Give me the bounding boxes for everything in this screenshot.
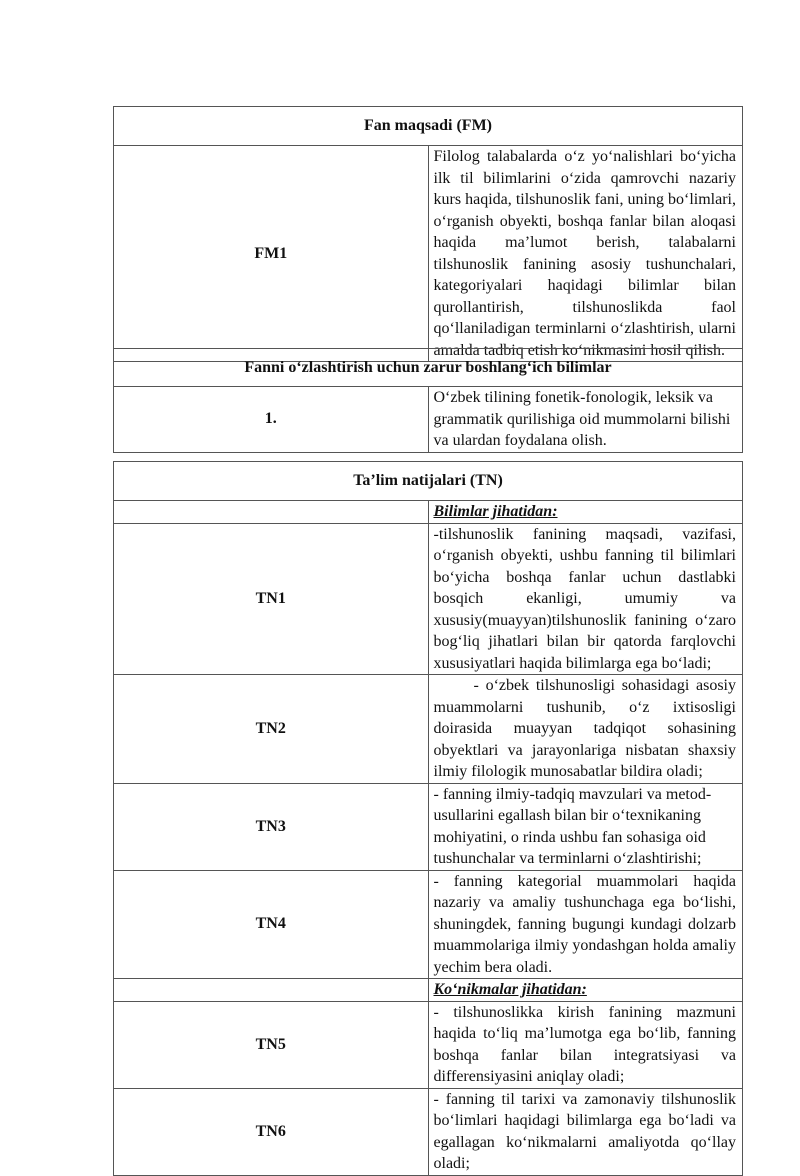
outcome-row-tn4 xyxy=(114,870,743,979)
course-goal-table xyxy=(113,106,743,362)
prerequisite-number: 1. xyxy=(114,387,429,453)
prerequisites-table xyxy=(113,348,743,453)
section-skills-heading: Ko‘nikmalar jihatidan: xyxy=(428,979,743,1002)
outcome-row-tn6 xyxy=(114,1088,743,1175)
outcome-text: - tilshunoslikka kirish fanining mazmuni haqida to‘liq ma’lumotga ega bo‘lib, fanning boshqa fanlar bilan integratsiyasi va differensiyasini aniqlay oladi; xyxy=(428,1001,743,1088)
course-goal-header: Fan maqsadi (FM) xyxy=(114,107,743,146)
outcome-label: TN3 xyxy=(114,783,429,870)
prerequisites-header: Fanni o‘zlashtirish uchun zarur boshlang‘ich bilimlar xyxy=(114,349,743,387)
outcome-label: TN5 xyxy=(114,1001,429,1088)
outcome-text: - fanning ilmiy-tadqiq mavzulari va metod-usullarini egallash bilan bir o‘texnikaning mohiyatini, o rinda ushbu fan sohasiga oid tushunchalar va terminlarni o‘zlashtirishi; xyxy=(428,783,743,870)
outcome-label: TN1 xyxy=(114,523,429,675)
fm1-text: Filolog talabalarda o‘z yo‘nalishlari bo‘yicha ilk til bilimlarini o‘zida qamrovchi nazariy kurs haqida, tilshunoslik fani, uning bo‘limlari, o‘rganish obyekti, boshqa fanlar bilan aloqasi haqida ma’lumot berish, talabalarni tilshunoslik fanining asosiy tushunchalari, kategoriyalari haqidagi bilimlar bilan qurollantirish, tilshunoslikda faol qo‘llaniladigan terminlarni o‘zlashtirish, ularni amalda tadbiq etish ko‘nikmasini hosil qilish. xyxy=(428,146,743,362)
outcome-row-tn2 xyxy=(114,675,743,784)
outcome-label: TN2 xyxy=(114,675,429,784)
outcome-text: - fanning kategorial muammolari haqida nazariy va amaliy tushunchaga ega bo‘lishi, shuningdek, fanning bugungi kundagi dolzarb muammolariga ilmiy yondashgan holda amaliy yechim bera oladi. xyxy=(428,870,743,979)
learning-outcomes-table xyxy=(113,461,743,1176)
prerequisite-text: O‘zbek tilining fonetik-fonologik, leksik va grammatik qurilishiga oid mummolarni bilishi va ulardan foydalana olish. xyxy=(428,387,743,453)
empty-label-cell xyxy=(114,501,429,524)
outcome-text: - fanning til tarixi va zamonaviy tilshunoslik bo‘limlari haqidagi bilimlarga ega bo‘ladi va egallagan ko‘nikmalarni amaliyotda qo‘llay oladi; xyxy=(428,1088,743,1175)
outcome-row-tn5 xyxy=(114,1001,743,1088)
learning-outcomes-header: Ta’lim natijalari (TN) xyxy=(114,462,743,501)
empty-label-cell xyxy=(114,979,429,1002)
fm1-label: FM1 xyxy=(114,146,429,362)
section-knowledge-heading: Bilimlar jihatidan: xyxy=(428,501,743,524)
outcome-label: TN6 xyxy=(114,1088,429,1175)
outcome-label: TN4 xyxy=(114,870,429,979)
outcome-text: -tilshunoslik fanining maqsadi, vazifasi, o‘rganish obyekti, ushbu fanning til bilimlari bo‘yicha boshqa fanlar uchun dastlabki bosqich ekanligi, umumiy va xususiy(muayyan)tilshunoslik fanining o‘zaro bog‘liq jihatlari bilan bir qatorda farqlovchi xususiyatlari haqida bilimlarga ega bo‘ladi; xyxy=(428,523,743,675)
outcome-text: - o‘zbek tilshunosligi sohasidagi asosiy muammolarni tushunib, o‘z ixtisosligi doirasida muayyan tadqiqot sohasining obyektlari va jarayonlariga nisbatan shaxsiy ilmiy filologik munosabatlar bildira oladi; xyxy=(428,675,743,784)
outcome-row-tn1 xyxy=(114,523,743,675)
outcome-row-tn3 xyxy=(114,783,743,870)
